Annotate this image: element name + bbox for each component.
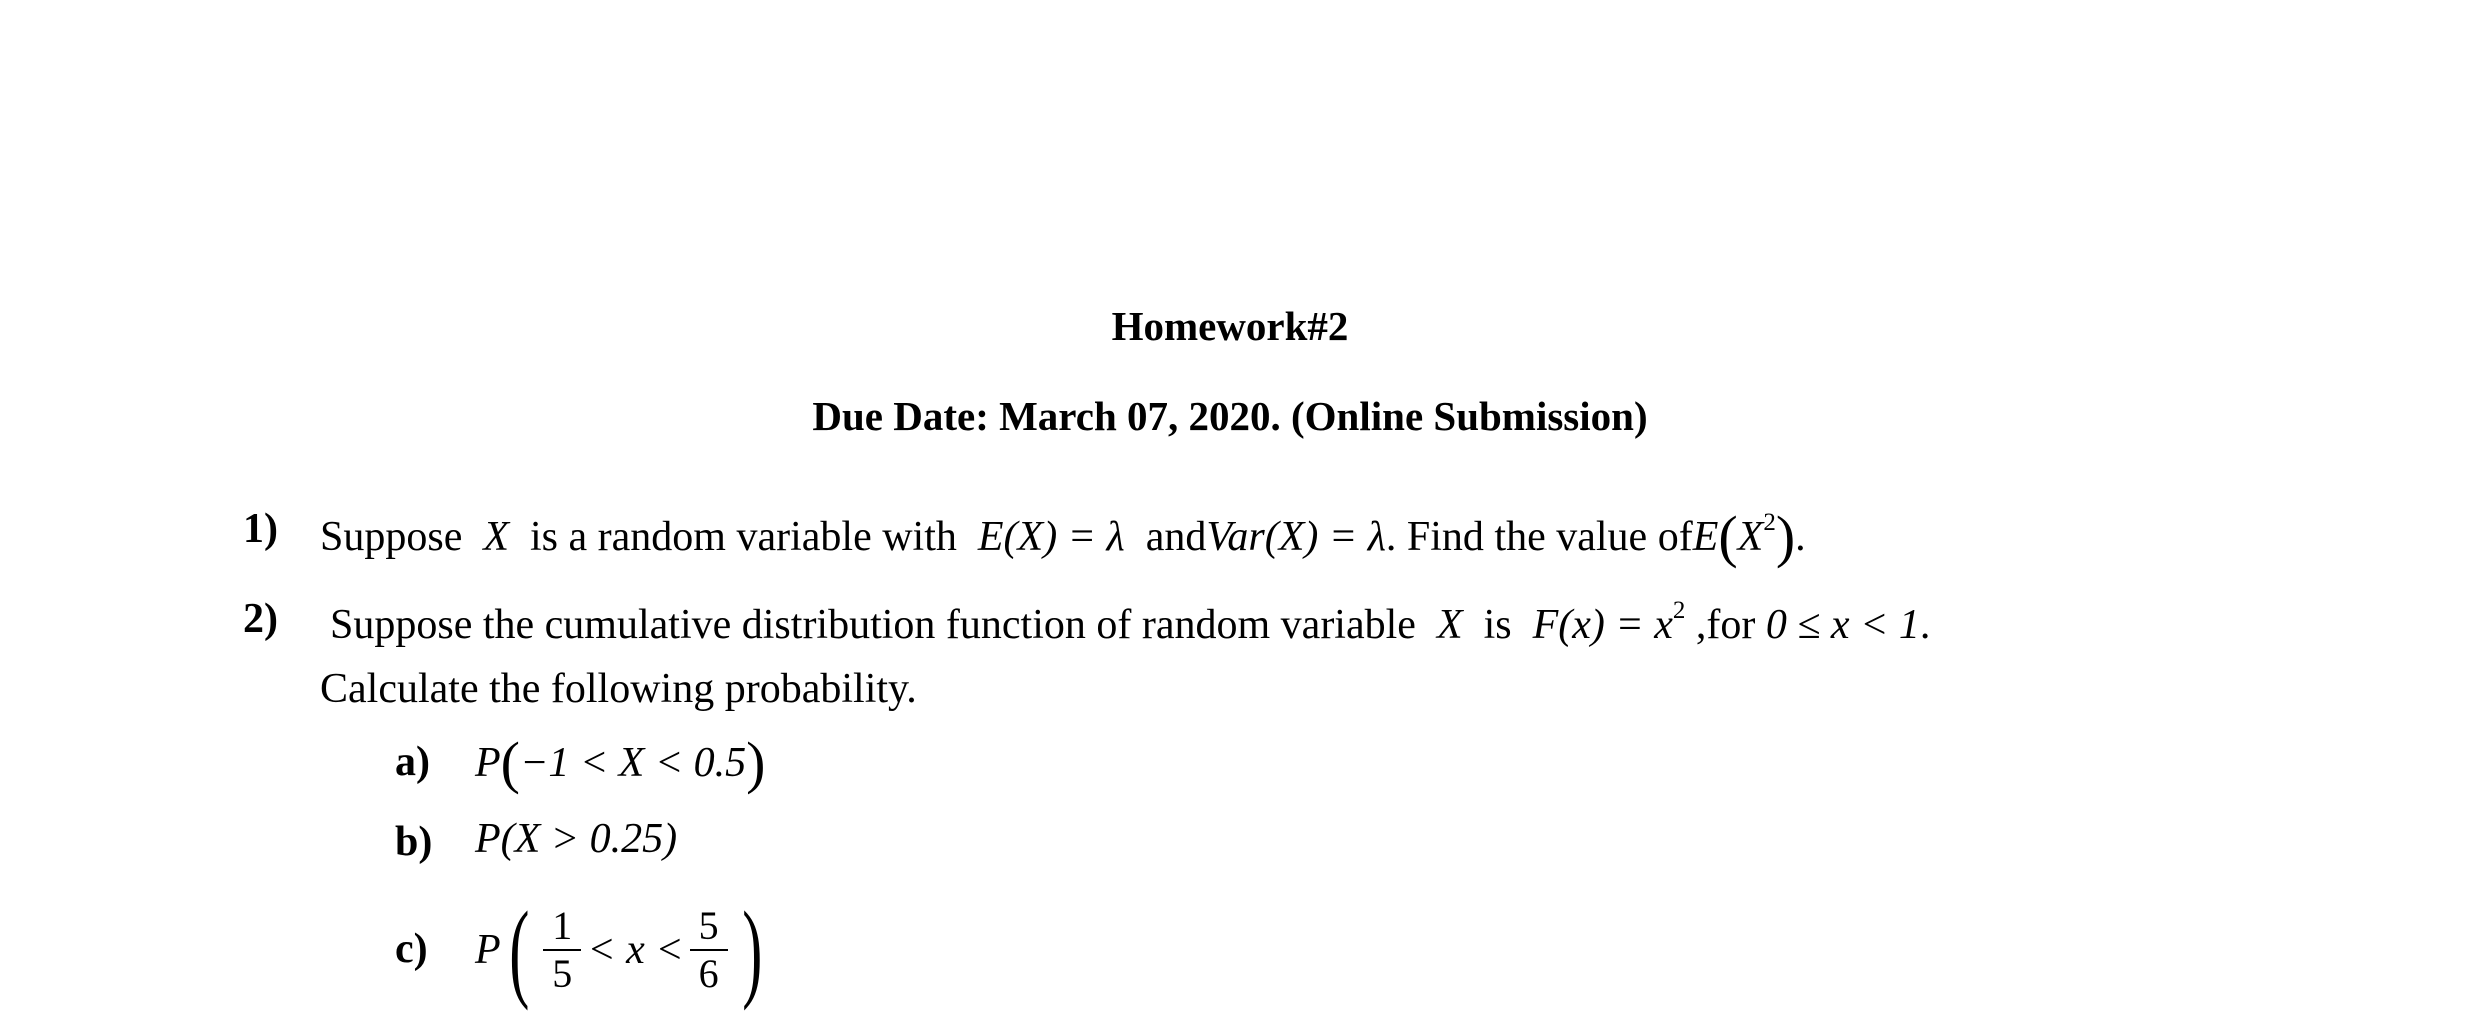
part-c-denominator-2: 6 xyxy=(698,951,719,996)
part-a-inequality: −1 < X < 0.5 xyxy=(519,740,747,786)
part-c-paren-open: ( xyxy=(508,889,530,1011)
part-b-label: b) xyxy=(395,819,433,865)
part-c-numerator-2: 5 xyxy=(698,903,719,948)
q1-text-and: and xyxy=(1145,514,1207,560)
part-c-middle: < x < xyxy=(587,927,684,973)
q2-var-x: X xyxy=(1436,602,1463,648)
q1-target-paren-close: ) xyxy=(1775,504,1796,569)
homework-title: Homework#2 xyxy=(1111,303,1349,349)
question-1-number: 1) xyxy=(243,506,278,552)
q1-lambda-2: λ xyxy=(1367,514,1386,560)
q1-target-exponent: 2 xyxy=(1763,509,1776,536)
q1-text-find: . Find the value of xyxy=(1385,514,1693,560)
part-c-fraction-2 xyxy=(690,905,728,995)
question-2-number: 2) xyxy=(243,596,278,642)
q2-text-for: ,for xyxy=(1695,602,1756,648)
part-a-paren-open: ( xyxy=(500,730,520,795)
question-1-text xyxy=(320,504,1806,569)
q2-cdf-exponent: 2 xyxy=(1672,597,1686,624)
q1-target-x: X xyxy=(1737,514,1764,560)
part-c-label: c) xyxy=(395,926,428,972)
part-a-paren-close: ) xyxy=(746,730,766,795)
q1-target-paren-open: ( xyxy=(1718,504,1738,569)
q1-lambda-1: λ xyxy=(1106,514,1125,560)
part-c-paren-close: ) xyxy=(741,889,763,1011)
part-c-denominator-1: 5 xyxy=(552,951,573,996)
question-2-continuation: Calculate the following probability. xyxy=(320,666,917,712)
part-c-expression xyxy=(475,880,770,1020)
q1-expectation: E(X) = xyxy=(977,514,1107,560)
q1-text-suppose: Suppose xyxy=(320,514,463,560)
question-2-text xyxy=(330,598,1930,646)
part-c-fraction-1 xyxy=(543,905,581,995)
part-a-p: P xyxy=(475,740,501,786)
q2-text-is: is xyxy=(1483,602,1512,648)
q2-period: . xyxy=(1919,602,1931,648)
q1-var-x: X xyxy=(483,514,510,560)
part-b-expression: P(X > 0.25) xyxy=(475,816,678,862)
part-a-label: a) xyxy=(395,739,430,785)
q2-domain: 0 ≤ x < 1 xyxy=(1765,602,1920,648)
due-date: Due Date: March 07, 2020. (Online Submission) xyxy=(812,393,1648,439)
q1-variance: Var(X) = xyxy=(1206,514,1368,560)
part-c-numerator-1: 1 xyxy=(552,903,573,948)
q1-text-rv: is a random variable with xyxy=(530,514,957,560)
q1-target-e: E xyxy=(1692,514,1719,560)
part-c-p: P xyxy=(475,927,501,973)
part-a-expression xyxy=(475,730,766,795)
q2-cdf: F(x) = x xyxy=(1532,602,1673,648)
q2-text-suppose: Suppose the cumulative distribution function of random variable xyxy=(330,602,1416,648)
q1-period: . xyxy=(1795,514,1806,560)
